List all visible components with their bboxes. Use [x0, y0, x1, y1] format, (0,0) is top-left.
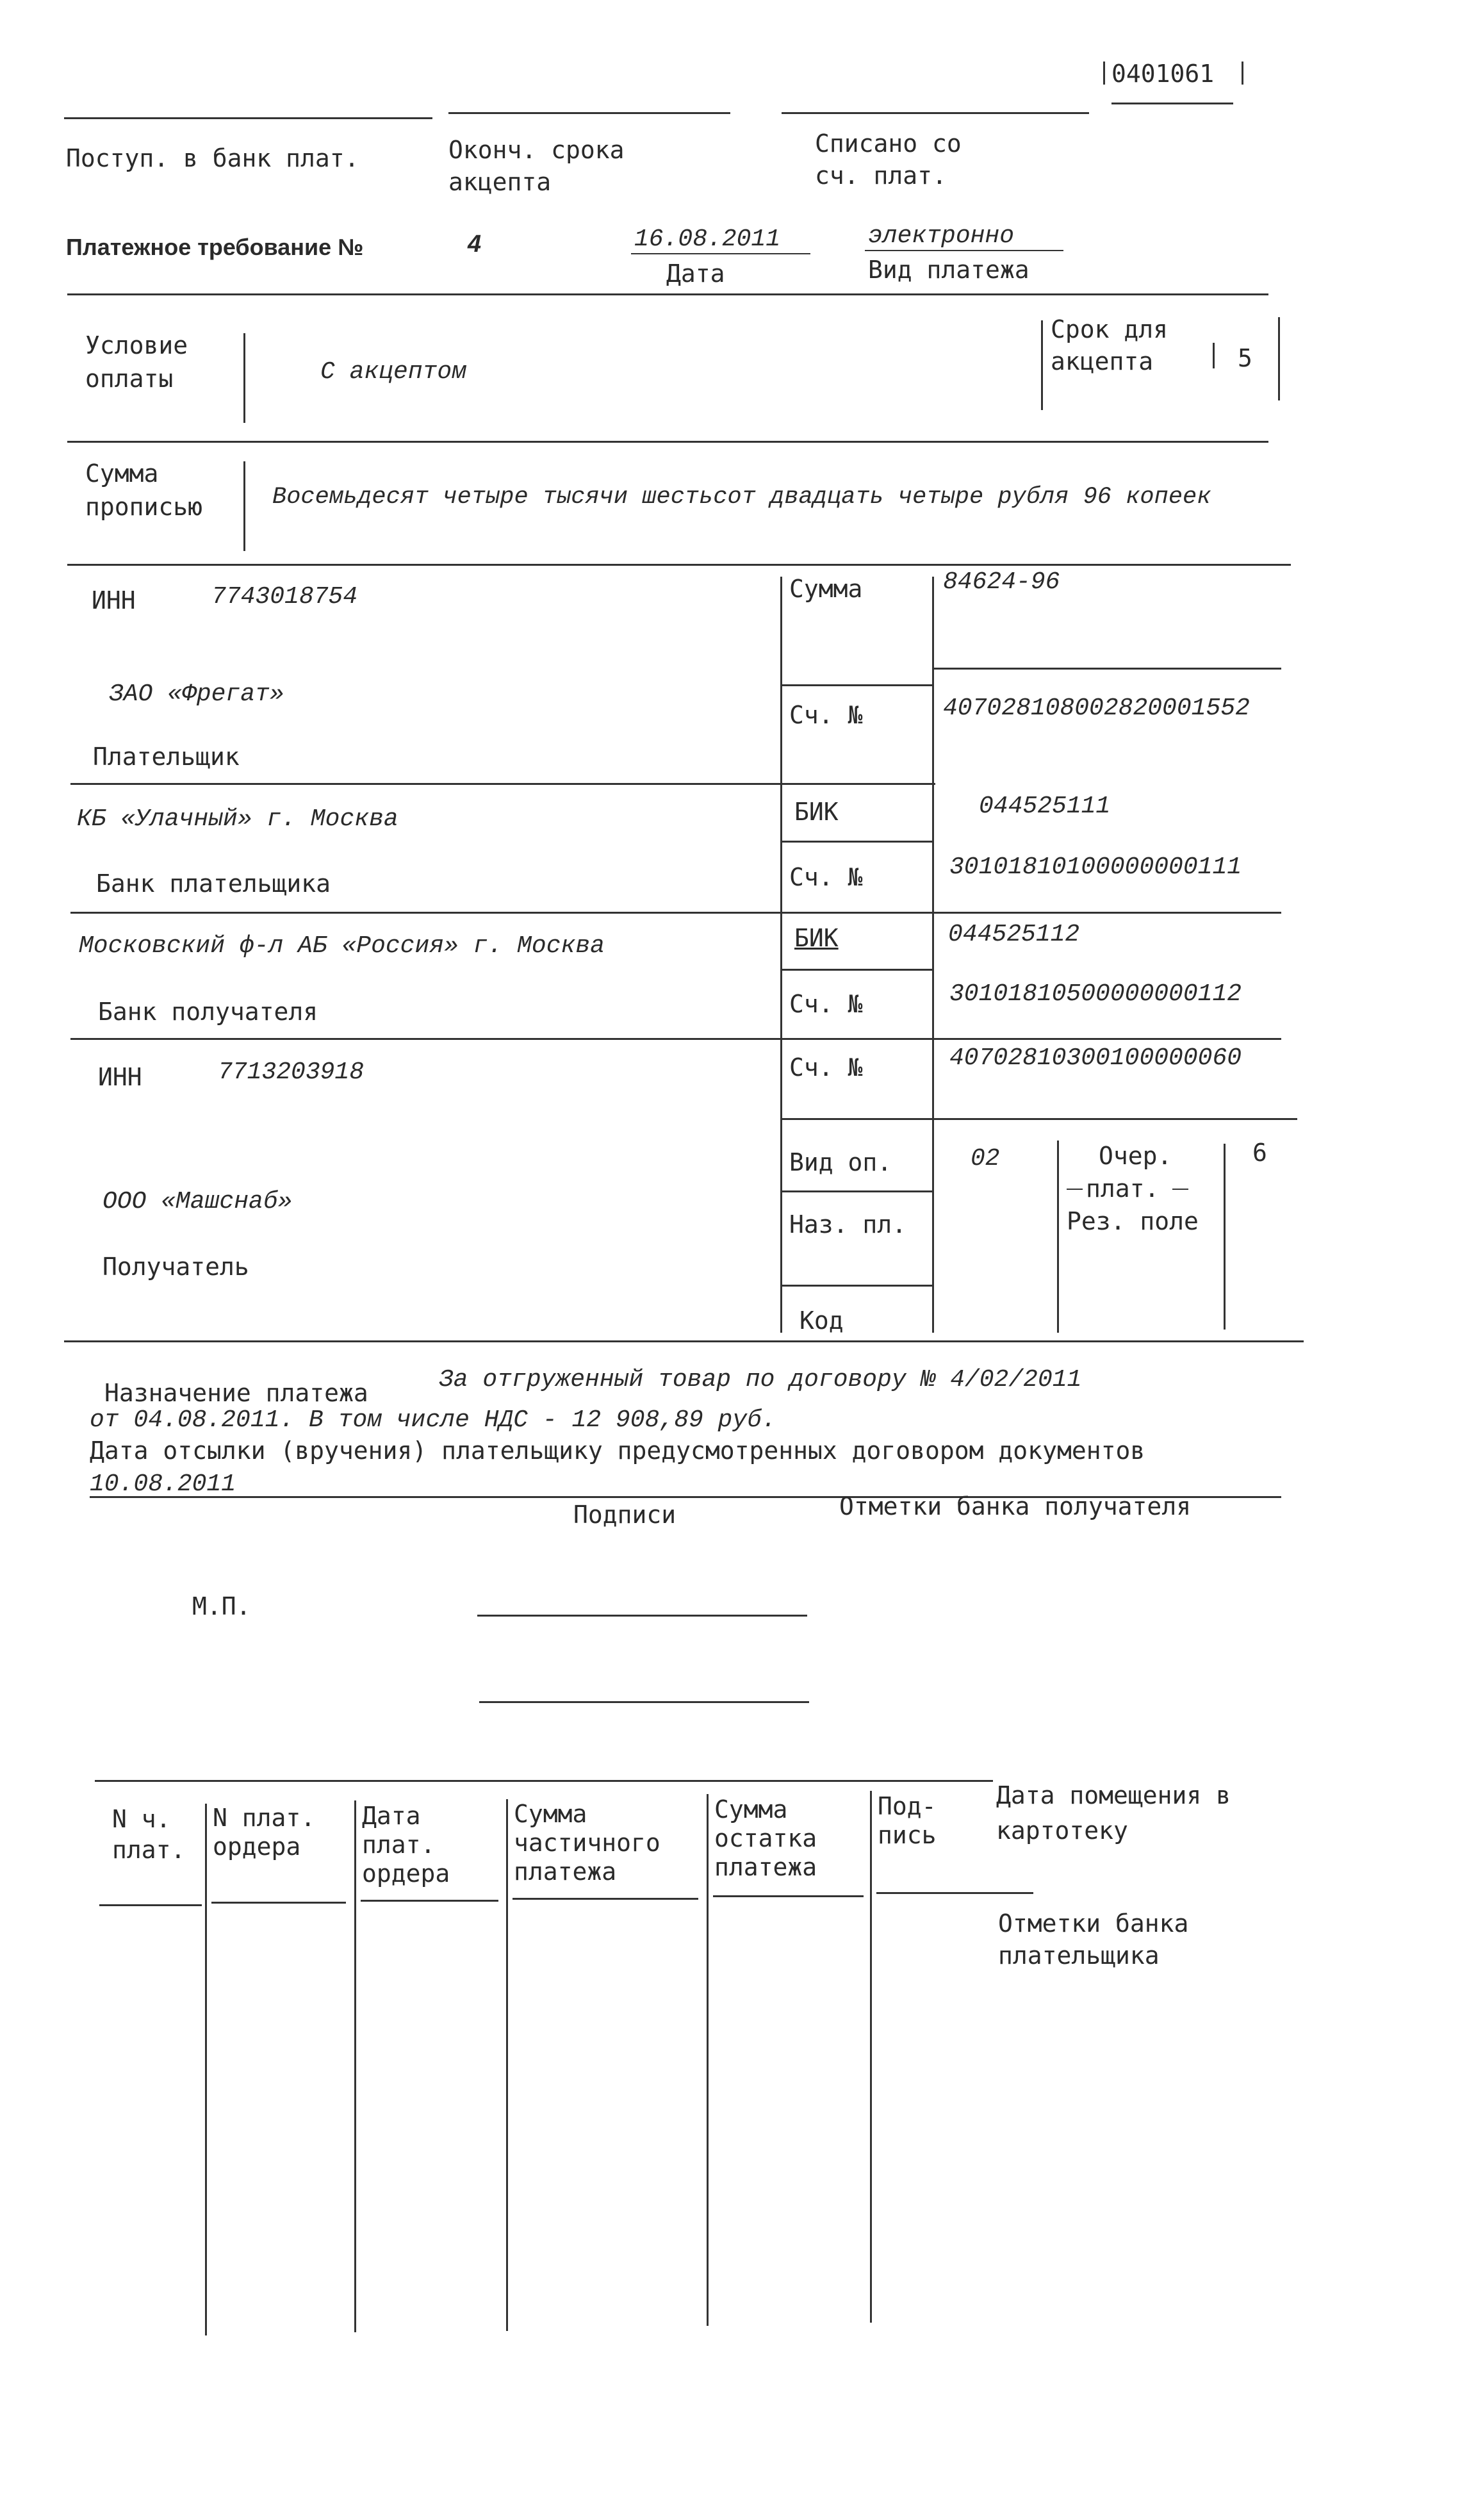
payee-label: Получатель — [102, 1253, 249, 1281]
priority-dash-right — [1172, 1189, 1188, 1190]
bank-marks-label: Отметки банка получателя — [839, 1492, 1192, 1520]
col-signature-header: Под- — [878, 1792, 937, 1820]
col-partial-sum-header-2: частичного — [514, 1829, 660, 1857]
code-border-right — [1242, 62, 1243, 85]
payer-bank-bik-bottom-line — [782, 841, 932, 843]
code-label: Код — [800, 1306, 844, 1335]
code-underline — [1111, 103, 1233, 104]
form-code: 0401061 — [1111, 60, 1215, 88]
priority-dash-left — [1067, 1189, 1083, 1190]
purpose-code-bottom-line — [782, 1285, 932, 1287]
payee-name: ООО «Машснаб» — [102, 1188, 293, 1215]
payee-bank-bik: 044525112 — [948, 921, 1080, 948]
partial-header-bottom-5 — [713, 1895, 864, 1897]
partial-header-bottom-1 — [99, 1904, 202, 1906]
partial-col-divider-1 — [205, 1804, 207, 2335]
payment-type-underline — [865, 250, 1063, 251]
date-underline — [631, 253, 810, 254]
purpose-line1: За отгруженный товар по договору № 4/02/2011 — [439, 1366, 1082, 1394]
terms-bottom-line — [67, 441, 1268, 443]
partial-table-top-line — [95, 1780, 993, 1782]
col-order-date-header-3: ордера — [362, 1859, 450, 1888]
col-partial-sum-header-3: платежа — [514, 1857, 617, 1886]
payer-bank-account: 30101810100000000111 — [949, 853, 1242, 881]
partial-col-divider-3 — [506, 1799, 508, 2331]
payer-label: Плательщик — [93, 743, 240, 771]
payee-bottom-line — [64, 1340, 1304, 1342]
details-divider-right — [932, 577, 934, 1333]
stamp-label: М.П. — [192, 1592, 251, 1620]
payer-account: 40702810800282000155​2 — [943, 695, 1250, 722]
payer-bank-marks-label-2: плательщика — [998, 1941, 1160, 1970]
debited-label: Списано со — [815, 129, 962, 158]
received-line — [64, 117, 432, 119]
reserve-label: Рез. поле — [1067, 1207, 1199, 1235]
payer-bank-bik-label: БИК — [794, 798, 839, 826]
signature-line-1 — [477, 1615, 807, 1617]
payment-type-label: Вид платежа — [868, 256, 1029, 284]
details-divider-left — [780, 577, 782, 1333]
purpose-label: Назначение платежа — [104, 1379, 368, 1407]
docs-date: 10.08.2011 — [90, 1470, 236, 1498]
partial-col-divider-4 — [707, 1794, 709, 2326]
payment-type: электронно — [868, 222, 1015, 250]
payer-bank-bik: 044525111 — [979, 793, 1111, 820]
priority-label-2: плат. — [1086, 1174, 1160, 1203]
signatures-label: Подписи — [573, 1501, 676, 1529]
received-label: Поступ. в банк плат. — [66, 144, 359, 172]
terms-value: С акцептом — [320, 358, 467, 386]
date-label: Дата — [666, 259, 725, 288]
payer-bank-name: КБ «Улачный» г. Москва — [77, 805, 398, 833]
purpose-line2: от 04.08.2011. В том числе НДС - 12 908,89 руб. — [90, 1406, 776, 1434]
deadline-value: 5 — [1238, 344, 1252, 372]
terms-top-line — [67, 293, 1268, 295]
payer-bank-label: Банк плательщика — [96, 869, 331, 898]
payee-bank-name: Московский ф-л АБ «Россия» г. Москва — [79, 932, 605, 960]
payer-sum: 84624-96 — [943, 568, 1060, 596]
deadline-right-border — [1278, 317, 1280, 400]
accept-end-label-2: акцепта — [448, 168, 552, 196]
deadline-label: Срок для — [1051, 315, 1168, 343]
partial-header-bottom-6 — [876, 1892, 1033, 1894]
deadline-label-2: акцепта — [1051, 347, 1154, 375]
partial-header-bottom-4 — [512, 1898, 698, 1900]
sum-bottom-line — [782, 684, 932, 686]
payee-bank-bottom-line — [70, 1038, 1281, 1040]
col-part-number-header-2: плат. — [112, 1836, 186, 1864]
payee-inn-label: ИНН — [98, 1063, 142, 1091]
op-type: 02 — [971, 1145, 1000, 1173]
col-remaining-sum-header: Сумма — [714, 1795, 788, 1824]
amount-words-value: Восемьдесят четыре тысячи шестьсот двадцать четыре рубля 96 копеек — [272, 484, 1211, 511]
col-order-number-header: N плат. — [213, 1804, 316, 1832]
signature-line-2 — [479, 1701, 809, 1703]
terms-label-2: оплаты — [85, 365, 174, 393]
payer-name: ЗАО «Фрегат» — [109, 680, 284, 708]
document-number: 4 — [468, 231, 482, 258]
amount-words-divider — [243, 461, 245, 551]
amount-words-bottom-line — [67, 564, 1291, 566]
terms-label: Условие — [85, 331, 188, 359]
priority-value: 6 — [1252, 1139, 1267, 1167]
col-partial-sum-header: Сумма — [514, 1800, 587, 1828]
payer-account-label: Сч. № — [789, 701, 863, 729]
payer-inn-label: ИНН — [92, 586, 136, 614]
payee-bank-bik-label: БИК — [794, 924, 839, 952]
filing-date-label-2: картотеку — [996, 1816, 1128, 1845]
payee-bank-bik-bottom-line — [782, 969, 932, 971]
document-title: Платежное требование № — [66, 234, 364, 260]
payee-bank-account: 30101810500000000112 — [949, 980, 1242, 1008]
docs-label: Дата отсылки (вручения) плательщику предусмотренных договором документов — [90, 1437, 1145, 1465]
amount-words-label-2: прописью — [85, 493, 203, 521]
payer-bank-account-label: Сч. № — [789, 863, 863, 891]
deadline-value-divider — [1213, 343, 1215, 368]
priority-label: Очер. — [1099, 1142, 1172, 1170]
op-type-label: Вид оп. — [789, 1148, 892, 1176]
debited-label-2: сч. плат. — [815, 161, 947, 190]
col-order-date-header: Дата — [362, 1802, 421, 1830]
partial-col-divider-2 — [354, 1800, 356, 2332]
col-remaining-sum-header-3: платежа — [714, 1853, 817, 1881]
op-type-bottom-line — [782, 1190, 932, 1192]
payee-bank-account-label: Сч. № — [789, 990, 863, 1018]
partial-col-divider-5 — [870, 1791, 872, 2323]
col-order-number-header-2: ордера — [213, 1832, 301, 1861]
payee-account: 40702810300100000060 — [949, 1044, 1242, 1072]
amount-words-label: Сумма — [85, 459, 159, 488]
purpose-code-label: Наз. пл. — [789, 1210, 907, 1239]
payer-bank-bottom-line — [70, 912, 1281, 914]
priority-divider-left — [1057, 1141, 1059, 1333]
code-border-left — [1103, 62, 1105, 85]
debited-line — [782, 112, 1089, 114]
payee-account-bottom-line — [780, 1118, 1297, 1120]
accept-end-label: Оконч. срока — [448, 136, 625, 164]
payee-bank-label: Банк получателя — [98, 998, 318, 1026]
col-remaining-sum-header-2: остатка — [714, 1824, 817, 1852]
payer-account-top-line — [932, 668, 1281, 670]
payer-bottom-line — [70, 783, 935, 785]
priority-divider-right — [1224, 1144, 1226, 1330]
document-date: 16.08.2011 — [634, 226, 781, 253]
partial-header-bottom-2 — [211, 1902, 346, 1904]
payer-bank-marks-label: Отметки банка — [998, 1909, 1189, 1938]
deadline-divider — [1041, 320, 1043, 410]
payee-inn: 7713203918 — [218, 1058, 365, 1086]
accept-end-line — [448, 112, 730, 114]
payer-sum-label: Сумма — [789, 575, 863, 603]
filing-date-label: Дата помещения в — [996, 1781, 1231, 1809]
col-order-date-header-2: плат. — [362, 1831, 436, 1859]
terms-divider — [243, 333, 245, 423]
partial-header-bottom-3 — [361, 1900, 498, 1902]
col-part-number-header: N ч. — [112, 1805, 171, 1833]
payer-inn: 7743018754 — [211, 583, 358, 611]
payee-account-label: Сч. № — [789, 1053, 863, 1082]
col-signature-header-2: пись — [878, 1821, 937, 1849]
